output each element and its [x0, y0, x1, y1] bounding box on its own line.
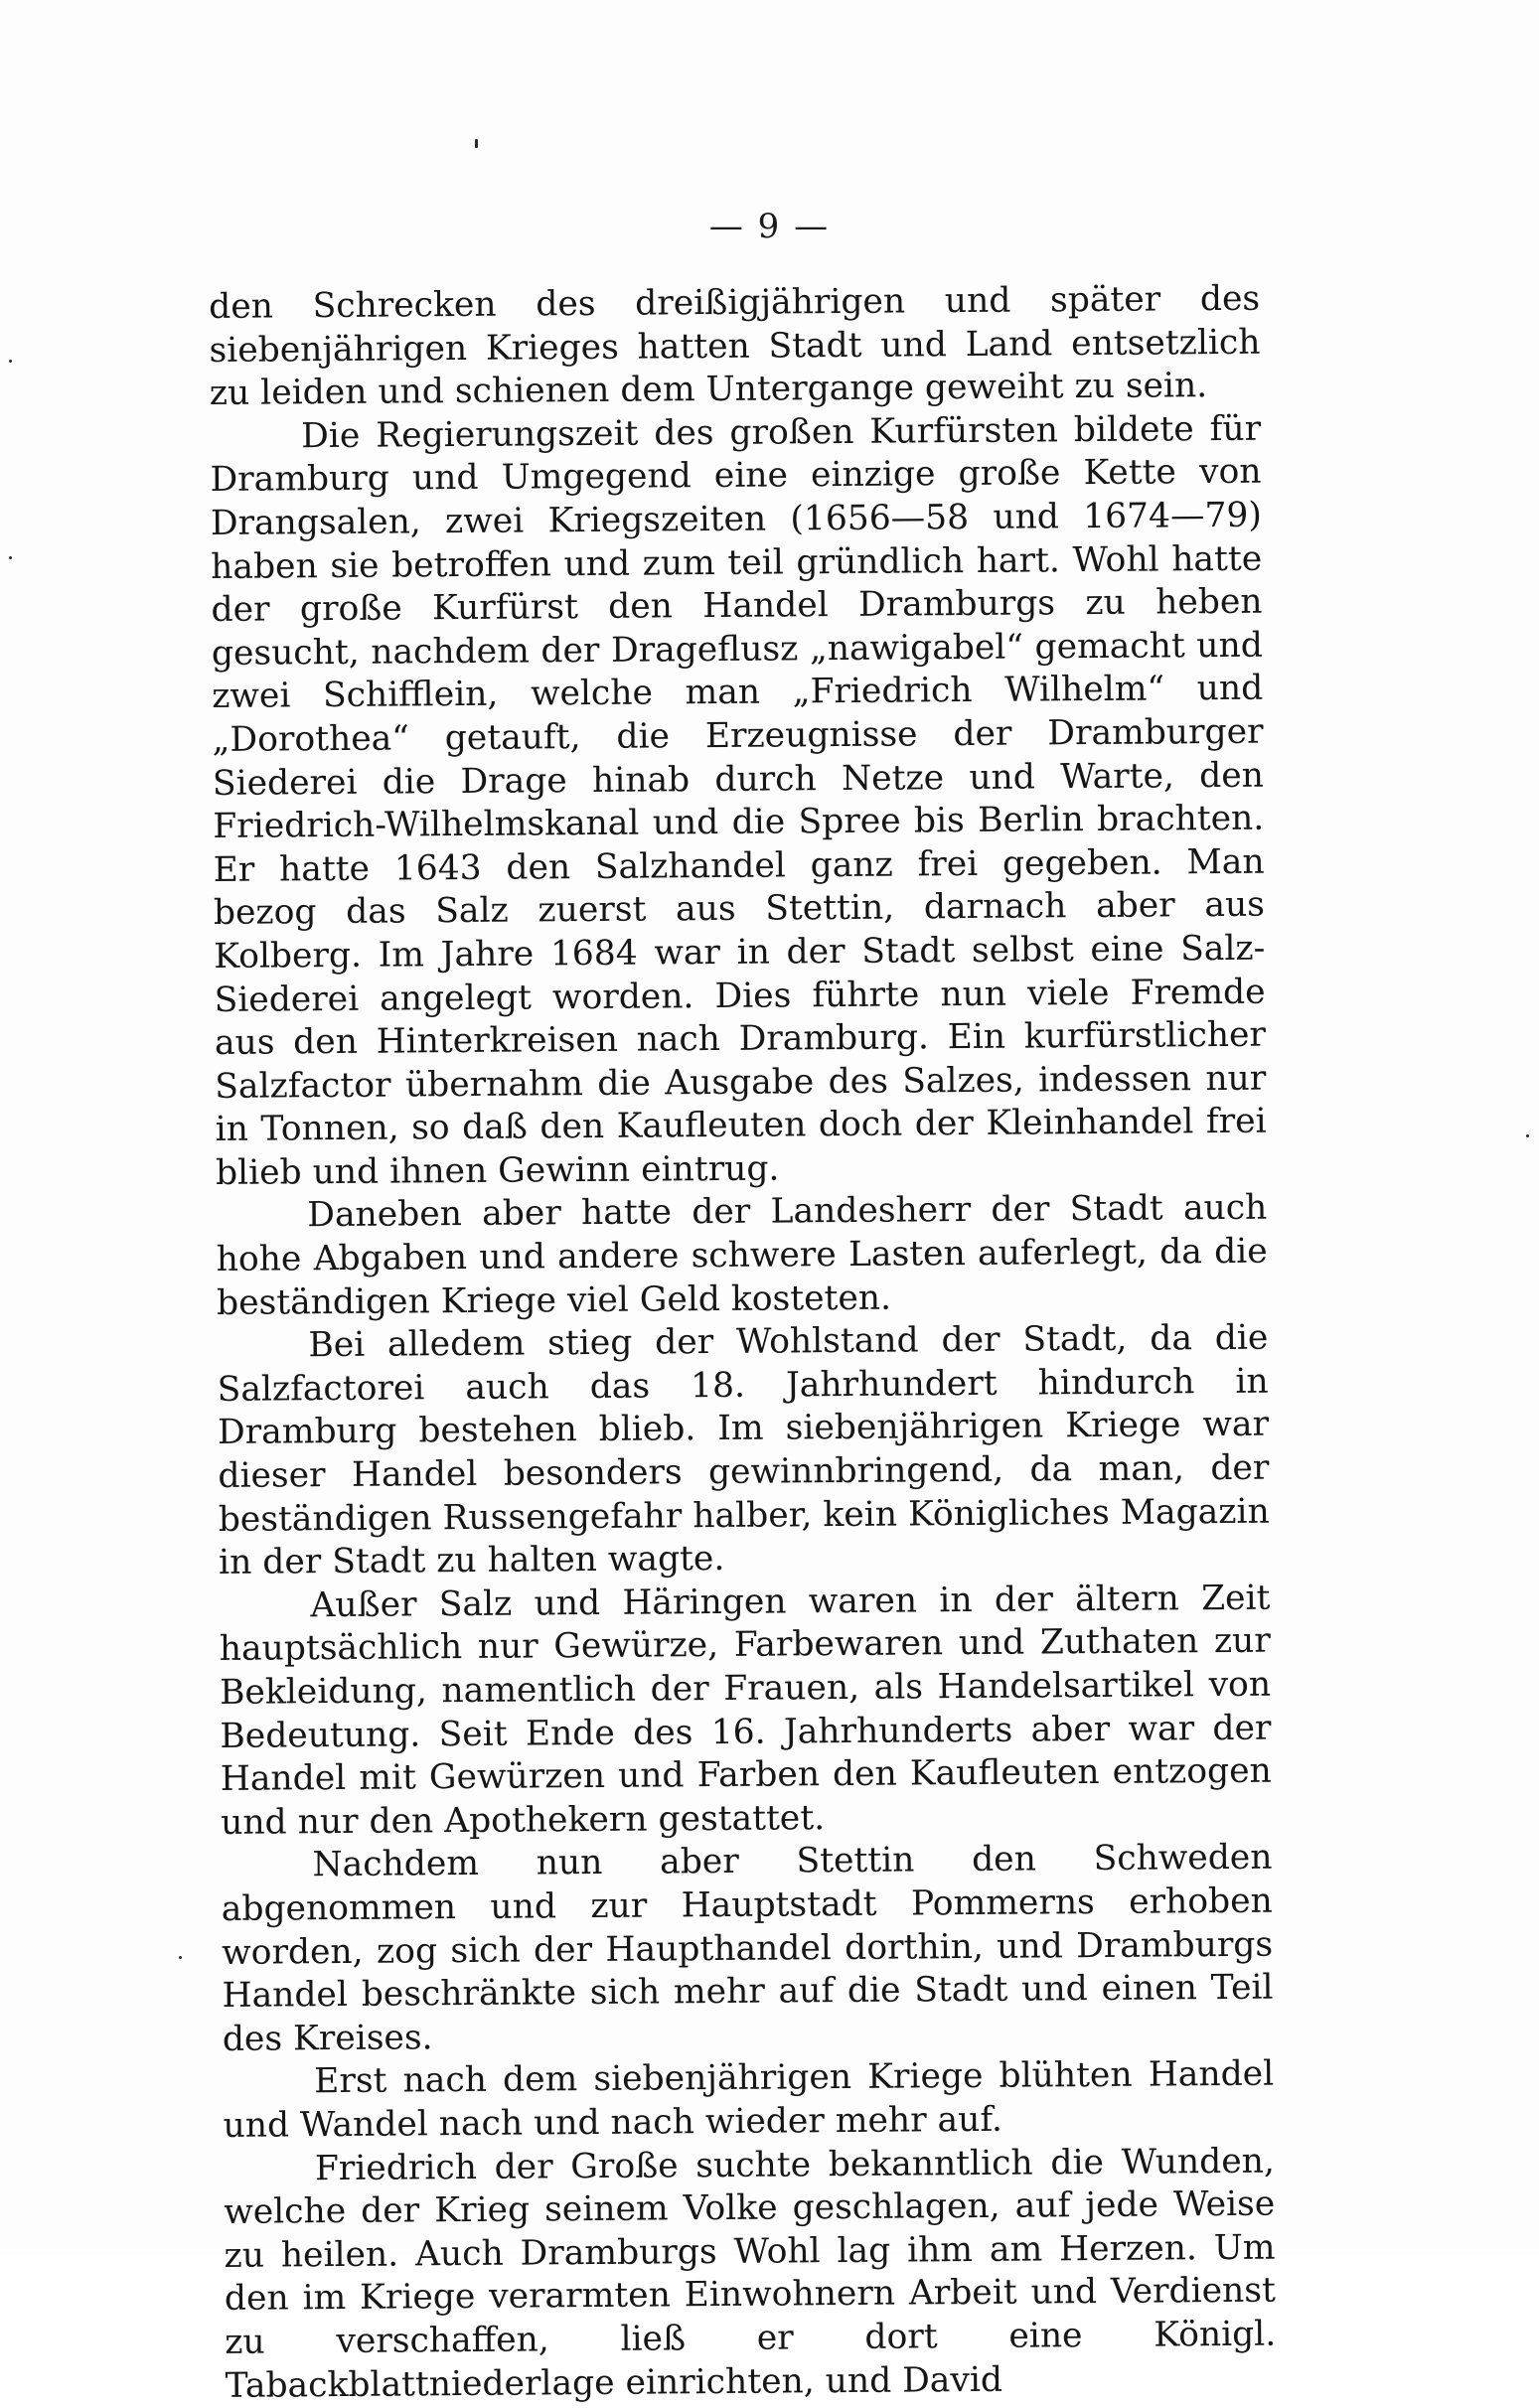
paragraph: Erst nach dem siebenjährigen Kriege blühten Handel und Wandel nach und nach wieder mehr auf.: [223, 2053, 1275, 2146]
scan-speck: [9, 360, 12, 363]
scan-speck: [475, 139, 478, 148]
paragraph: Außer Salz und Häringen waren in der ältern Zeit hauptsächlich nur Gewürze, Farbewaren und Zuthaten zur Bekleidung, namentlich der Frauen, als Handelsartikel von Bedeutung. Seit Ende des 16. Jahrhunderts aber war der Handel mit Gewürzen und Farben den Kaufleuten entzogen und nur den Apothekern gestattet.: [219, 1578, 1272, 1843]
scan-speck: [179, 1956, 182, 1959]
paragraph: Nachdem nun aber Stettin den Schweden abgenommen und zur Hauptstadt Pommerns erhoben worden, zog sich der Haupthandel dorthin, und Dramburgs Handel beschränkte sich mehr auf die Stadt und einen Teil des Kreises.: [221, 1838, 1274, 2059]
paragraph: Bei alledem stieg der Wohlstand der Stadt, da die Salzfactorei auch das 18. Jahrhundert hindurch in Dramburg bestehen blieb. Im siebenjährigen Kriege war dieser Handel besonders gewinnbringend, da man, der beständigen Russengefahr halber, kein Königliches Magazin in der Stadt zu halten wagte.: [217, 1317, 1270, 1583]
scan-speck: [9, 556, 12, 559]
paragraph: Daneben aber hatte der Landesherr der Stadt auch hohe Abgaben und andere schwere Lasten auferlegt, da die beständigen Kriege viel Geld kosteten.: [216, 1188, 1268, 1323]
scan-speck: [1526, 1134, 1529, 1137]
paragraph: den Schrecken des dreißigjährigen und später des siebenjährigen Krieges hatten Stadt und Land entsetzlich zu leiden und schienen dem Untergange geweiht zu sein.: [209, 278, 1261, 414]
paragraph: Friedrich der Große suchte bekanntlich die Wunden, welche der Krieg seinem Volke geschlagen, auf jede Weise zu heilen. Auch Dramburgs Wohl lag ihm am Herzen. Um den im Kriege verarmten Einwohnern Arbeit und Verdienst zu verschaffen, ließ er dort eine Königl. Tabackblattniederlage einrichten, und David: [224, 2141, 1277, 2406]
body-text: [209, 278, 1277, 2408]
paragraph: Die Regierungszeit des großen Kurfürsten bildete für Dramburg und Umgegend eine einzige große Kette von Drangsalen, zwei Kriegszeiten (1656—58 und 1674—79) haben sie betroffen und zum teil gründlich hart. Wohl hatte der große Kurfürst den Handel Dramburgs zu heben gesucht, nachdem der Drageflusz „nawigabel“ gemacht und zwei Schifflein, welche man „Friedrich Wilhelm“ und „Dorothea“ getauft, die Erzeugnisse der Dramburger Siederei die Drage hinab durch Netze und Warte, den Friedrich-Wilhelmskanal und die Spree bis Berlin brachten. Er hatte 1643 den Salzhandel ganz frei gegeben. Man bezog das Salz zuerst aus Stettin, darnach aber aus Kolberg. Im Jahre 1684 war in der Stadt selbst eine Salz-Siederei angelegt worden. Dies führte nun viele Fremde aus den Hinterkreisen nach Dramburg. Ein kurfürstlicher Salzfactor übernahm die Ausgabe des Salzes, indessen nur in Tonnen, so daß den Kaufleuten doch der Kleinhandel frei blieb und ihnen Gewinn eintrug.: [210, 408, 1267, 1193]
page-number: — 9 —: [708, 207, 831, 246]
